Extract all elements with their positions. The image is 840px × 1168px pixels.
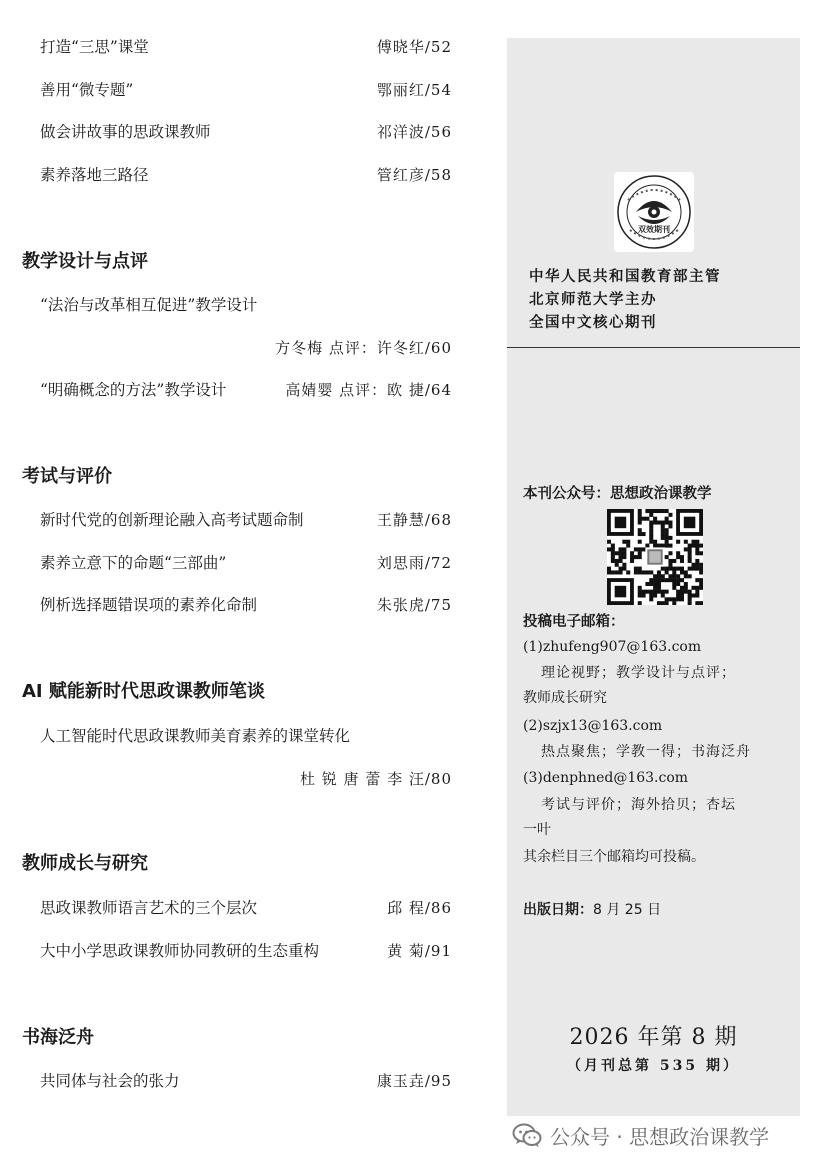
toc-entry-author-page: 邱 程/86 <box>387 899 452 917</box>
email-address-3[interactable]: (3)denphned@163.com <box>523 770 689 786</box>
issue-total: （月刊总第 535 期） <box>567 1058 740 1074</box>
toc-entry-author-page: 黄 菊/91 <box>387 942 452 960</box>
issue-number: 2026 年第 8 期 <box>569 1025 738 1050</box>
journal-seal-logo <box>614 172 694 252</box>
email-label: 投稿电子邮箱： <box>523 614 625 630</box>
seal-text: 双效期刊 <box>638 225 670 234</box>
toc-entry-title: “法治与改革相互促进”教学设计 <box>40 296 258 314</box>
toc-entry-title: 思政课教师语言艺术的三个层次 <box>40 899 258 917</box>
toc-entry-author-page: 康玉垚/95 <box>376 1072 452 1090</box>
toc-entry-title: “明确概念的方法”教学设计 <box>40 381 227 399</box>
email-address-1[interactable]: (1)zhufeng907@163.com <box>523 639 702 655</box>
journal-info-panel <box>507 38 800 1116</box>
email-address-2[interactable]: (2)szjx13@163.com <box>523 718 663 734</box>
toc-entry-byline: 方冬梅 点评：许冬红/60 <box>275 339 452 357</box>
submission-note: 其余栏目三个邮箱均可投稿。 <box>523 849 705 865</box>
toc-entry[interactable] <box>40 551 452 575</box>
toc-entry-title: 例析选择题错误项的素养化命制 <box>40 596 258 614</box>
toc-entry[interactable] <box>40 78 452 102</box>
section-heading-ai: AI 赋能新时代思政课教师笔谈 <box>22 681 265 702</box>
section-heading-books: 书海泛舟 <box>22 1027 94 1048</box>
section-heading-teacher-growth: 教师成长与研究 <box>22 853 148 874</box>
toc-entry-title: 人工智能时代思政课教师美育素养的课堂转化 <box>40 727 351 745</box>
toc-entry[interactable] <box>40 1069 452 1093</box>
wechat-watermark <box>512 1120 769 1150</box>
toc-entry-author-page: 祁洋波/56 <box>376 123 452 141</box>
toc-entry-title: 大中小学思政课教师协同教研的生态重构 <box>40 942 320 960</box>
section-heading-teaching-design: 教学设计与点评 <box>22 251 148 272</box>
toc-entry[interactable] <box>40 378 452 402</box>
toc-entry-byline: 杜 锐 唐 蕾 李 汪/80 <box>300 770 452 788</box>
toc-entry-title: 素养落地三路径 <box>40 166 149 184</box>
wechat-qr-code[interactable] <box>607 509 703 605</box>
toc-entry-title: 做会讲故事的思政课教师 <box>40 123 211 141</box>
toc-entry-title: 素养立意下的命题“三部曲” <box>40 554 227 572</box>
toc-entry-author-page: 高婧婴 点评：欧 捷/64 <box>285 381 452 399</box>
toc-entry[interactable] <box>40 593 452 617</box>
publication-date-label: 出版日期： <box>523 902 593 918</box>
toc-entry[interactable] <box>40 724 452 748</box>
publication-date-value: 8 月 25 日 <box>593 902 662 918</box>
toc-entry-author-page: 鄂丽红/54 <box>376 81 452 99</box>
toc-entry[interactable] <box>40 508 452 532</box>
section-heading-exam: 考试与评价 <box>22 466 112 487</box>
toc-entry-title: 共同体与社会的张力 <box>40 1072 180 1090</box>
email-1-columns-cont: 教师成长研究 <box>523 690 607 706</box>
toc-entry[interactable] <box>40 120 452 144</box>
toc-entry-author-page: 朱张虎/75 <box>376 596 452 614</box>
toc-entry[interactable] <box>40 293 452 317</box>
email-3-columns-cont: 一叶 <box>523 822 551 838</box>
seal-icon <box>614 172 694 252</box>
publication-date <box>523 899 661 919</box>
toc-entry-author-page: 刘思雨/72 <box>376 554 452 572</box>
panel-divider <box>507 347 800 348</box>
email-2-columns: 热点聚焦；学教一得；书海泛舟 <box>541 744 751 760</box>
toc-entry[interactable] <box>40 896 452 920</box>
email-3-columns: 考试与评价；海外拾贝；杏坛 <box>541 797 736 813</box>
watermark-text: 公众号 · 思想政治课教学 <box>550 1124 770 1149</box>
toc-entry-author-page: 傅晓华/52 <box>376 38 452 56</box>
toc-entry-title: 打造“三思”课堂 <box>40 38 149 56</box>
email-1-columns: 理论视野；教学设计与点评； <box>541 665 736 681</box>
qr-code-icon <box>607 509 703 605</box>
toc-entry[interactable] <box>40 35 452 59</box>
toc-entry-author-page: 管红彦/58 <box>376 166 452 184</box>
toc-entry[interactable] <box>40 163 452 187</box>
toc-entry-title: 新时代党的创新理论融入高考试题命制 <box>40 511 304 529</box>
org-line-supervisor: 中华人民共和国教育部主管 <box>529 269 721 285</box>
wechat-account-label: 本刊公众号：思想政治课教学 <box>523 486 712 502</box>
org-line-core-journal: 全国中文核心期刊 <box>529 315 657 331</box>
org-line-sponsor: 北京师范大学主办 <box>529 292 657 308</box>
toc-entry-title: 善用“微专题” <box>40 81 134 99</box>
toc-entry[interactable] <box>40 939 452 963</box>
toc-entry-author-page: 王静慧/68 <box>376 511 452 529</box>
wechat-icon <box>512 1122 542 1148</box>
